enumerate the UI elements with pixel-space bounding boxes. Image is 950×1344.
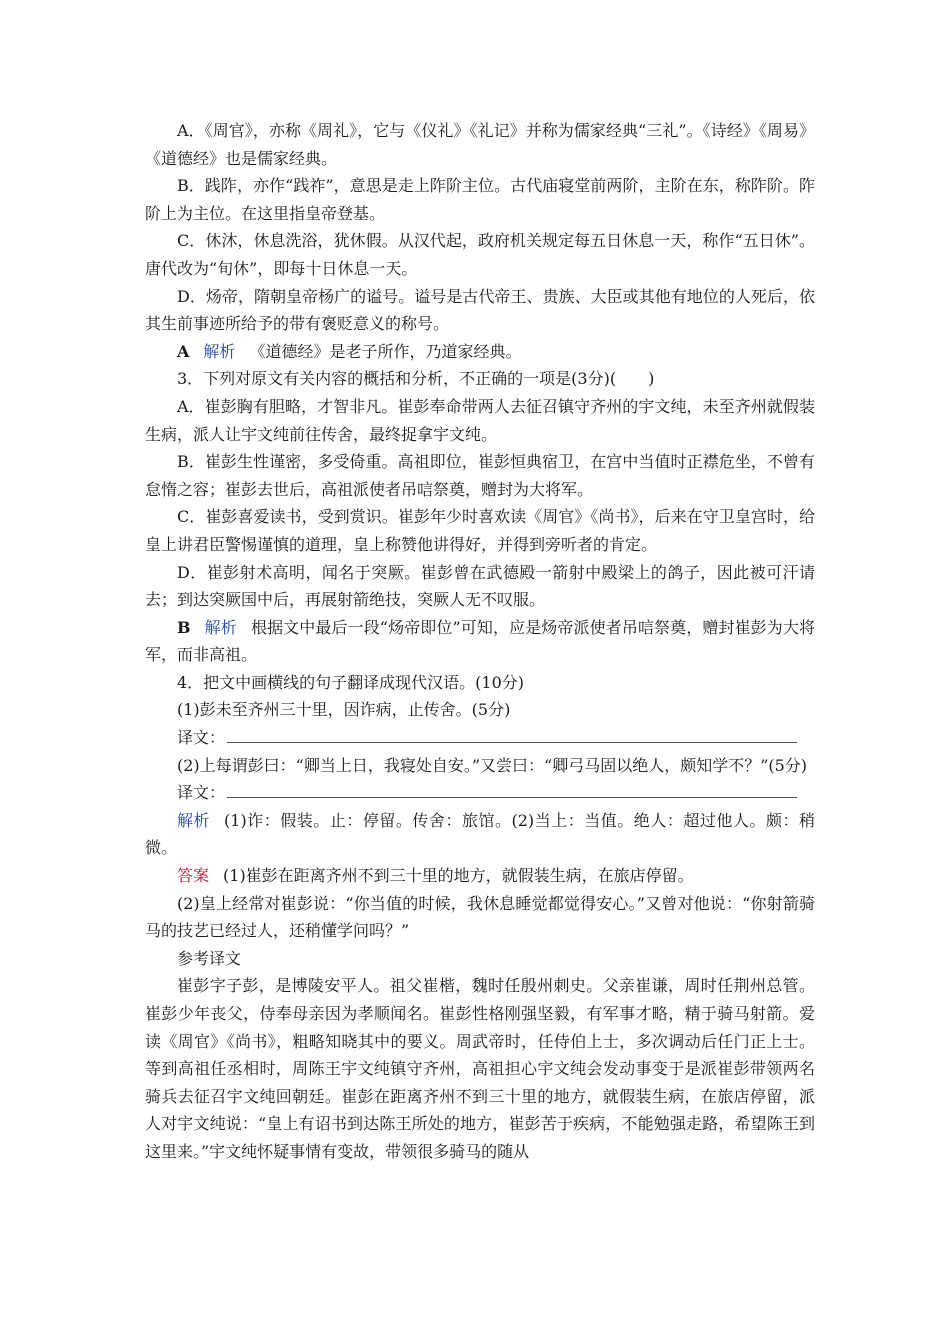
q3-answer-line bbox=[145, 614, 815, 669]
document-body bbox=[145, 117, 815, 1166]
q3-analysis-label: 解析 bbox=[204, 617, 237, 637]
q4-analysis-line bbox=[145, 807, 815, 862]
q4-part1-translation-line bbox=[145, 724, 815, 752]
q3-option-c: C．崔彭喜爱读书，受到赏识。崔彭年少时喜欢读《周官》《尚书》，后来在守卫皇宫时，给皇上讲君臣警惕谨慎的道理，皇上称赞他讲得好，并得到旁听者的肯定。 bbox=[145, 507, 815, 554]
q3-analysis-text: 根据文中最后一段“炀帝即位”可知，应是炀帝派使者吊唁祭奠，赠封崔彭为大将军，而非高祖。 bbox=[145, 617, 815, 665]
answer-blank-1[interactable] bbox=[227, 741, 797, 743]
q2-analysis-label: 解析 bbox=[203, 341, 236, 361]
q3-answer-letter: B bbox=[177, 617, 191, 637]
q3-option-d: D．崔彭射术高明，闻名于突厥。崔彭曾在武德殿一箭射中殿梁上的鸽子，因此被可汗请去；到达突厥国中后，再展射箭绝技，突厥人无不叹服。 bbox=[145, 562, 815, 610]
q4-stem: 4．把文中画横线的句子翻译成现代汉语。(10分) bbox=[177, 672, 525, 692]
q4-answer-2: (2)皇上经常对崔彭说：“你当值的时候，我休息睡觉都觉得安心。”又曾对他说：“你射箭骑马的技艺已经过人，还稍懂学问吗？” bbox=[145, 893, 815, 941]
q4-answer-1: (1)崔彭在距离齐州不到三十里的地方，就假装生病，在旅店停留。 bbox=[223, 866, 694, 886]
option-c: C．休沐，休息洗浴，犹休假。从汉代起，政府机关规定每五日休息一天，称作“五日休”。唐代改为“旬休”，即每十日休息一天。 bbox=[145, 231, 815, 278]
q4-analysis-label: 解析 bbox=[177, 810, 211, 830]
q4-answer-line-1 bbox=[145, 862, 815, 890]
reference-translation-text: 崔彭字子彭，是博陵安平人。祖父崔楷，魏时任殷州刺史。父亲崔谦，周时任荆州总管。崔彭少年丧父，侍奉母亲因为孝顺闻名。崔彭性格刚强坚毅，有军事才略，精于骑马射箭。爱读《周官》《尚书》，粗略知晓其中的要义。周武帝时，任侍伯上士，多次调动后任门正上士。等到高祖任丞相时，周陈王宇文纯镇守齐州，高祖担心宇文纯会发动事变于是派崔彭带领两名骑兵去征召宇文纯回朝廷。崔彭在距离齐州不到三十里的地方，就假装生病，在旅店停留，派人对宇文纯说：“皇上有诏书到达陈王所处的地方，崔彭苦于疾病，不能勉强走路，希望陈王到这里来。”宇文纯怀疑事情有变故，带领很多骑马的随从 bbox=[145, 976, 815, 1161]
option-a: A．《周官》，亦称《周礼》，它与《仪礼》《礼记》并称为儒家经典“三礼”。《诗经》《周易》《道德经》也是儒家经典。 bbox=[145, 121, 815, 168]
q4-part1: (1)彭未至齐州三十里，因诈病，止传舍。(5分) bbox=[177, 700, 511, 720]
q4-part2: (2)上每谓彭曰：“卿当上日，我寝处自安。”又尝曰：“卿弓马固以绝人，颇知学不？”(5分) bbox=[177, 755, 808, 775]
q2-answer-line bbox=[145, 338, 815, 366]
q3-option-a: A．崔彭胸有胆略，才智非凡。崔彭奉命带两人去征召镇守齐州的宇文纯，未至齐州就假装生病，派人让宇文纯前往传舍，最终捉拿宇文纯。 bbox=[145, 396, 815, 444]
q3-option-b: B．崔彭生性谨密，多受倚重。高祖即位，崔彭恒典宿卫，在宫中当值时正襟危坐，不曾有怠惰之容；崔彭去世后，高祖派使者吊唁祭奠，赠封为大将军。 bbox=[145, 452, 815, 499]
q4-analysis-text: (1)诈：假装。止：停留。传舍：旅馆。(2)当上：当值。绝人：超过他人。颇：稍微。 bbox=[145, 810, 815, 858]
q2-analysis-text: 《道德经》是老子所作，乃道家经典。 bbox=[249, 341, 522, 361]
answer-blank-2[interactable] bbox=[227, 796, 797, 798]
q4-part2-translation-line bbox=[145, 779, 815, 807]
translation-label-1: 译文： bbox=[177, 728, 226, 748]
reference-translation-title: 参考译文 bbox=[177, 948, 242, 968]
translation-label-2: 译文： bbox=[177, 783, 226, 803]
q2-answer-letter: A bbox=[177, 341, 190, 361]
q3-stem: 3．下列对原文有关内容的概括和分析，不正确的一项是(3分)( ) bbox=[177, 369, 655, 389]
answer-label: 答案 bbox=[177, 866, 210, 886]
option-d: D．炀帝，隋朝皇帝杨广的谥号。谥号是古代帝王、贵族、大臣或其他有地位的人死后，依其生前事迹所给予的带有褒贬意义的称号。 bbox=[145, 286, 815, 334]
option-b: B．践阼，亦作“践祚”，意思是走上阼阶主位。古代庙寝堂前两阶，主阶在东，称阼阶。阼阶上为主位。在这里指皇帝登基。 bbox=[145, 176, 815, 223]
